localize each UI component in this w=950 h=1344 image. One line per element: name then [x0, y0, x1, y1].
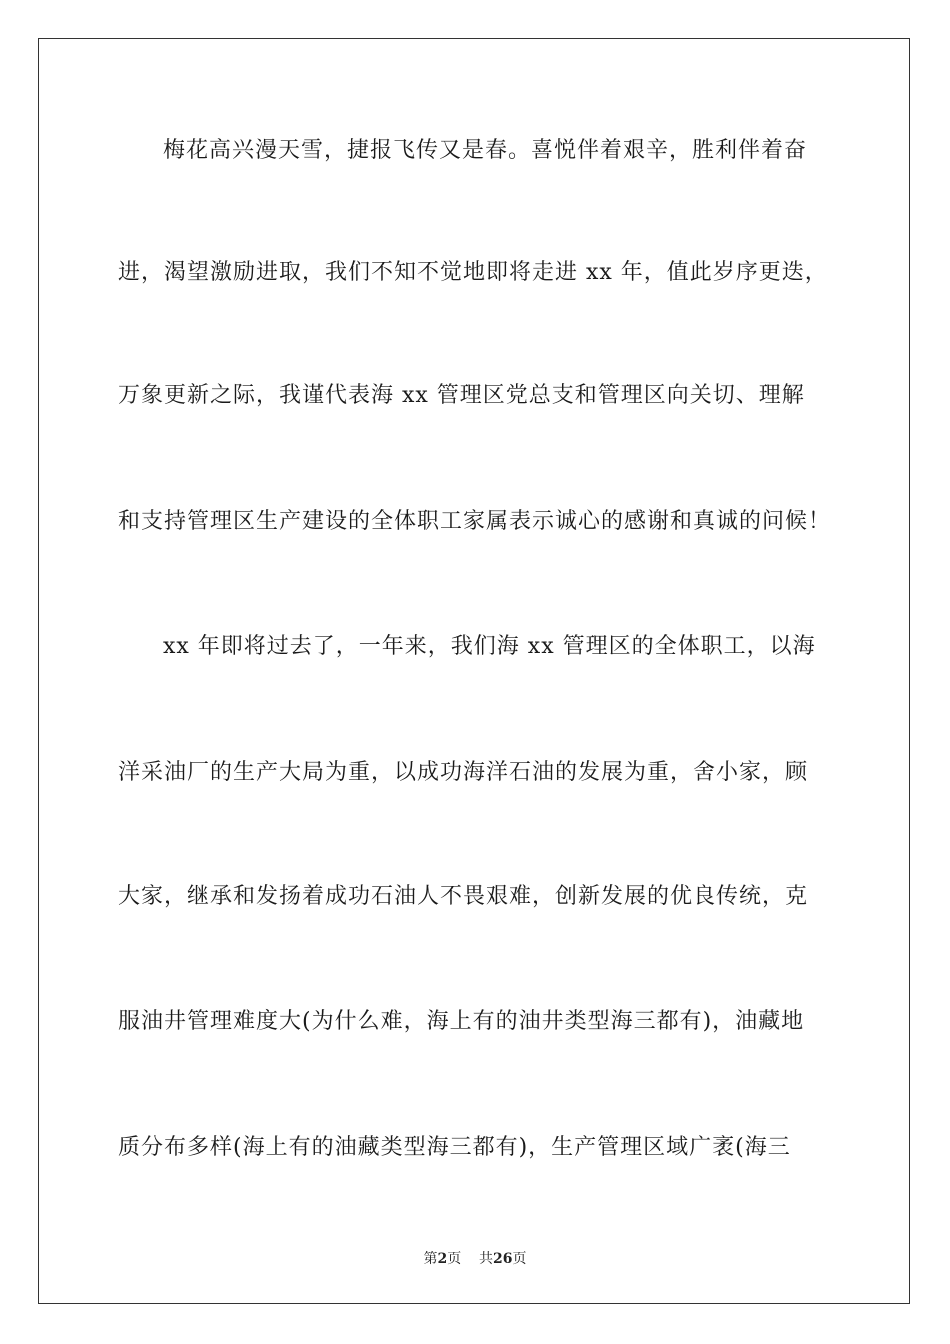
- page-prefix: 第: [423, 1251, 438, 1267]
- total-prefix: 共: [479, 1251, 494, 1267]
- page-suffix: 页: [447, 1251, 462, 1267]
- paragraph-line: 洋采油厂的生产大局为重，以成功海洋石油的发展为重，舍小家，顾: [118, 760, 809, 785]
- total-pages: 26: [493, 1251, 513, 1267]
- paragraph-line: 质分布多样(海上有的油藏类型海三都有)，生产管理区域广袤(海三: [118, 1135, 791, 1160]
- paragraph-line: 和支持管理区生产建设的全体职工家属表示诚心的感谢和真诚的问候！: [118, 509, 832, 534]
- paragraph-line: 进，渴望激励进取，我们不知不觉地即将走进 xx 年，值此岁序更迭，: [118, 260, 828, 285]
- paragraph-line: 万象更新之际，我谨代表海 xx 管理区党总支和管理区向关切、理解: [118, 383, 805, 408]
- paragraph-line: xx 年即将过去了，一年来，我们海 xx 管理区的全体职工，以海: [163, 634, 816, 659]
- page-border: [38, 38, 910, 1304]
- page-footer: [0, 1248, 950, 1268]
- page-number: 2: [437, 1251, 448, 1267]
- paragraph-line: 梅花高兴漫天雪，捷报飞传又是春。喜悦伴着艰辛，胜利伴着奋: [163, 138, 808, 163]
- total-suffix: 页: [512, 1251, 527, 1267]
- paragraph-line: 服油井管理难度大(为什么难，海上有的油井类型海三都有)，油藏地: [118, 1009, 805, 1034]
- paragraph-line: 大家，继承和发扬着成功石油人不畏艰难，创新发展的优良传统，克: [118, 884, 809, 909]
